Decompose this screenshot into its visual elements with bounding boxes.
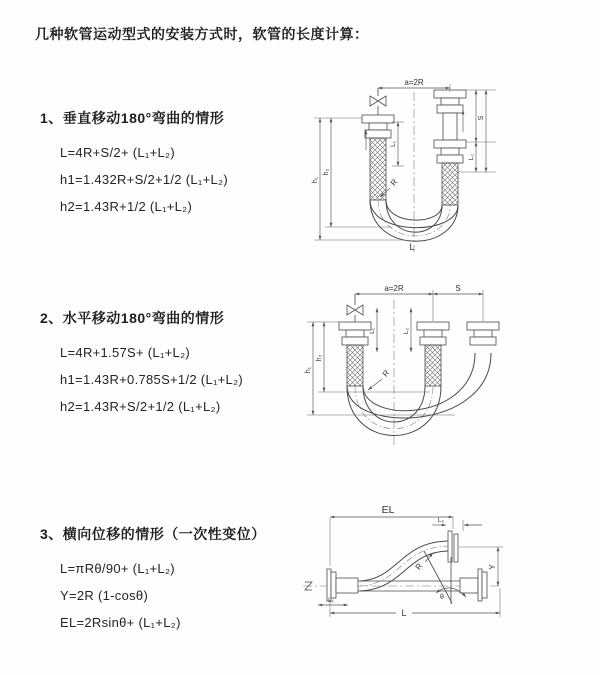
hose-u-bend [347, 353, 491, 436]
formula-list [60, 139, 310, 220]
radius-leader [368, 379, 382, 390]
formula-line: L=4R+1.57S+ (L₁+L₂) [60, 345, 191, 360]
left-flange-fitting [362, 115, 394, 138]
dim-label-l1: L₁ [328, 597, 334, 604]
left-flange-fitting [339, 322, 371, 345]
section-heading: 1、垂直移动180°弯曲的情形 [40, 110, 225, 126]
formula-line: h2=1.43R+S/2+1/2 (L₁+L₂) [60, 399, 221, 414]
formula-line: Y=2R (1-cosθ) [60, 588, 149, 603]
right-flange-fitting-moved [467, 322, 499, 345]
dim-label-el: EL [381, 504, 395, 516]
formula-line: L=4R+S/2+ (L₁+L₂) [60, 145, 175, 160]
dim-label-a2r: a=2R [404, 78, 424, 87]
upper-flange-fitting-displaced [448, 531, 458, 562]
dim-label-l2: L₂ [403, 327, 410, 335]
braided-hose-section [425, 345, 441, 386]
diagram-horizontal-180-bend [300, 278, 600, 463]
hose-displaced-s-curve [360, 541, 448, 591]
page-title: 几种软管运动型式的安装方式时，软管的长度计算： [35, 26, 369, 42]
dim-label-r: R [380, 368, 392, 379]
formula-line: h2=1.43R+1/2 (L₁+L₂) [60, 199, 193, 214]
valve-icon [347, 294, 363, 322]
diagram-vertical-180-bend [300, 68, 600, 263]
dim-label-y: Y [488, 564, 497, 570]
right-flange-fitting-upper [434, 90, 466, 113]
section-lateral-displacement [40, 524, 310, 636]
dim-label-r: R [413, 561, 425, 572]
dim-label-a2r: a=2R [384, 284, 404, 293]
dim-label-l1: L₁ [369, 328, 376, 334]
dim-label-l2: L₂ [437, 517, 445, 524]
dim-label-l2: L₂ [468, 153, 475, 161]
dim-label-h1: h₁ [305, 366, 312, 374]
valve-icon [370, 88, 386, 115]
formula-line: h1=1.432R+S/2+1/2 (L₁+L₂) [60, 172, 228, 187]
dim-label-l: L [409, 242, 415, 252]
dim-label-h2: h₂ [316, 354, 323, 362]
braided-hose-section [347, 345, 363, 386]
section-heading: 2、水平移动180°弯曲的情形 [40, 310, 225, 326]
dim-label-s: S [455, 284, 461, 293]
dim-label-r: R [388, 177, 400, 188]
angle-theta-construction [424, 551, 466, 604]
formula-line: L=πRθ/90+ (L₁+L₂) [60, 561, 175, 576]
dim-label-h2: h₂ [323, 168, 330, 176]
right-flange-fitting-original [460, 569, 487, 601]
braided-hose-section [370, 138, 386, 200]
braided-hose-section [442, 163, 458, 205]
dim-label-theta: θ [440, 594, 444, 601]
diagram-lateral-displacement [295, 500, 600, 640]
pipe-barrel [443, 113, 457, 140]
formula-line: EL=2Rsinθ+ (L₁+L₂) [60, 615, 181, 630]
formula-list [60, 555, 310, 636]
formula-line: h1=1.43R+0.785S+1/2 (L₁+L₂) [60, 372, 244, 387]
section-horizontal-move [40, 308, 310, 420]
middle-flange-fitting [417, 322, 449, 345]
section-vertical-move [40, 108, 310, 220]
dim-label-l1: L₁ [390, 141, 397, 147]
dim-label-l: L [401, 608, 407, 618]
dim-label-s: S [478, 115, 485, 121]
right-flange-fitting-lower [434, 140, 466, 163]
section-heading: 3、横向位移的情形（一次性变位） [40, 526, 266, 542]
dim-label-h1: h₁ [312, 176, 319, 184]
formula-list [60, 339, 310, 420]
